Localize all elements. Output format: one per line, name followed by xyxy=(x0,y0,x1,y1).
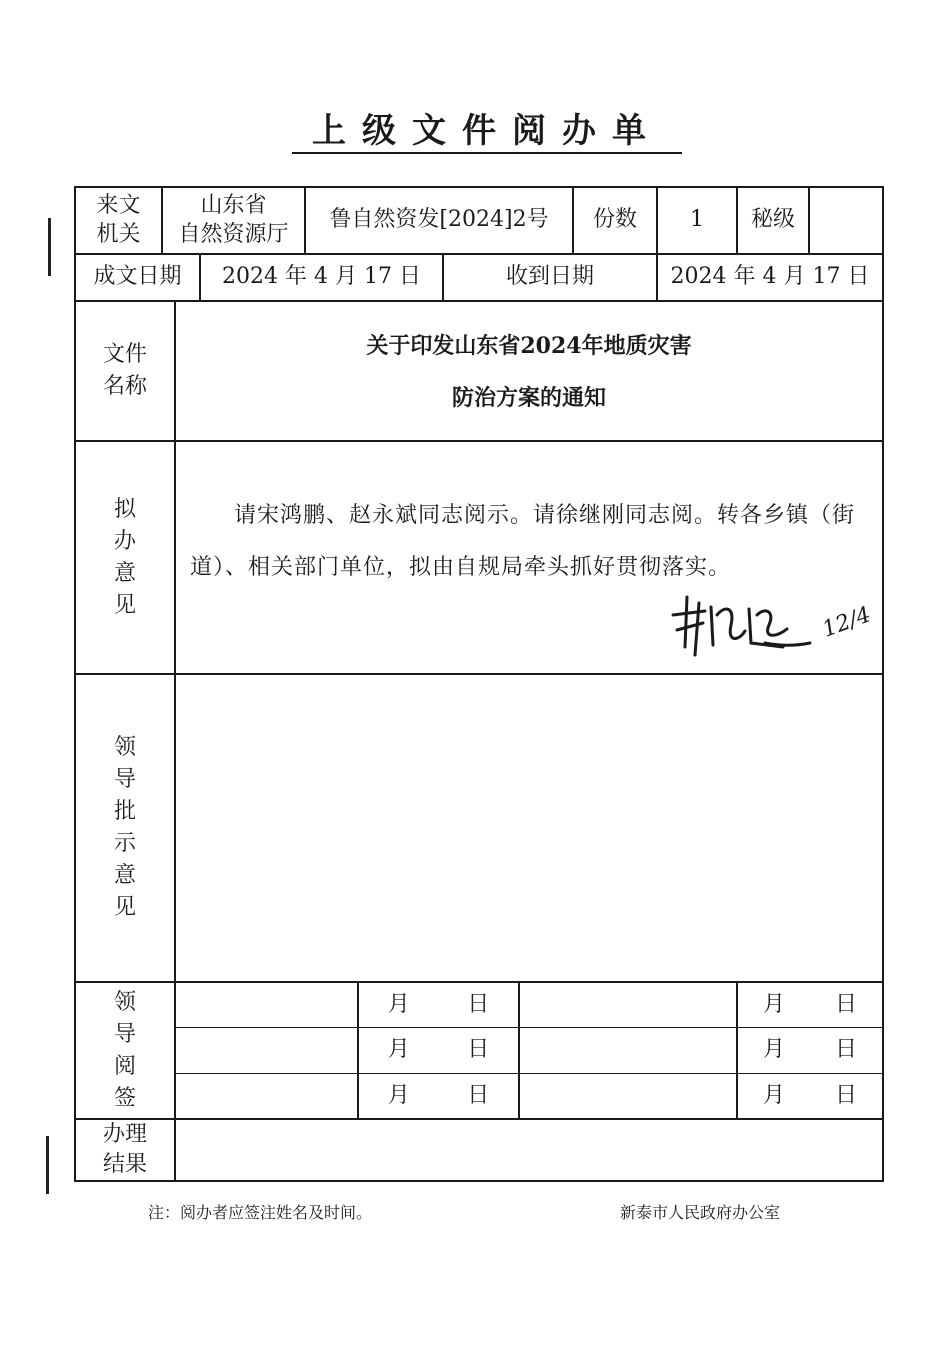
proposed-opinion-label-text: 拟 办 意 见 xyxy=(113,496,136,618)
signature-date: 12/4 xyxy=(819,602,875,643)
signature-scribble xyxy=(665,585,815,665)
month-label: 月 xyxy=(387,1082,410,1108)
review-row1-date-right xyxy=(738,983,882,1027)
day-label: 日 xyxy=(467,1082,490,1108)
leader-instruction-label-text: 领 导 批 示 意 见 xyxy=(113,735,136,920)
month-label: 月 xyxy=(762,1037,785,1063)
review-row1-date-left xyxy=(359,983,518,1027)
month-label: 月 xyxy=(762,1082,785,1108)
secret-label: 秘级 xyxy=(750,207,795,233)
footer-note: 注：阅办者应签注姓名及时间。 xyxy=(148,1203,373,1222)
copies-label: 份数 xyxy=(592,207,637,233)
secret-value xyxy=(810,188,882,253)
month-label: 月 xyxy=(387,991,410,1017)
proposed-opinion-label xyxy=(76,442,174,673)
leader-review-label xyxy=(76,983,174,1118)
day-label: 日 xyxy=(834,1082,857,1108)
leader-instruction-label xyxy=(76,675,174,981)
page-title: 上级文件阅办单 xyxy=(292,110,682,154)
doc-name-line2: 防治方案的通知 xyxy=(451,385,606,411)
doc-number: 鲁自然资发[2024]2号 xyxy=(329,207,549,233)
footer-office: 新泰市人民政府办公室 xyxy=(620,1203,781,1222)
leader-review-label-text: 领 导 阅 签 xyxy=(113,989,136,1111)
day-label: 日 xyxy=(467,991,490,1017)
doc-name-line1: 关于印发山东省2024年地质灾害 xyxy=(366,333,692,359)
copies-value: 1 xyxy=(690,207,704,233)
review-row2-date-right xyxy=(738,1028,882,1073)
received-date-value: 2024 年 4 月 17 日 xyxy=(670,264,870,290)
month-label: 月 xyxy=(387,1037,410,1063)
review-row2-date-left xyxy=(359,1028,518,1073)
proposed-opinion-text: 请宋鸿鹏、赵永斌同志阅示。请徐继刚同志阅。转各乡镇（街道）、相关部门单位，拟由自规局牵头抓好贯彻落实。 xyxy=(190,503,856,580)
issue-date-value: 2024 年 4 月 17 日 xyxy=(222,264,421,290)
review-row3-date-right xyxy=(738,1074,882,1118)
result-label: 办理 结果 xyxy=(102,1122,147,1177)
source-org-value: 山东省 自然资源厅 xyxy=(178,192,289,247)
doc-name-value xyxy=(175,320,883,424)
day-label: 日 xyxy=(834,1037,857,1063)
scan-mark-bottom xyxy=(46,1136,49,1194)
month-label: 月 xyxy=(762,991,785,1017)
issue-date-label: 成文日期 xyxy=(93,264,182,290)
review-row3-date-left xyxy=(359,1074,518,1118)
source-org-label: 来文 机关 xyxy=(96,192,141,247)
doc-name-label: 文件 名称 xyxy=(102,342,147,399)
scan-mark-top xyxy=(48,218,51,276)
day-label: 日 xyxy=(467,1037,490,1063)
received-date-label: 收到日期 xyxy=(505,264,594,290)
day-label: 日 xyxy=(834,991,857,1017)
